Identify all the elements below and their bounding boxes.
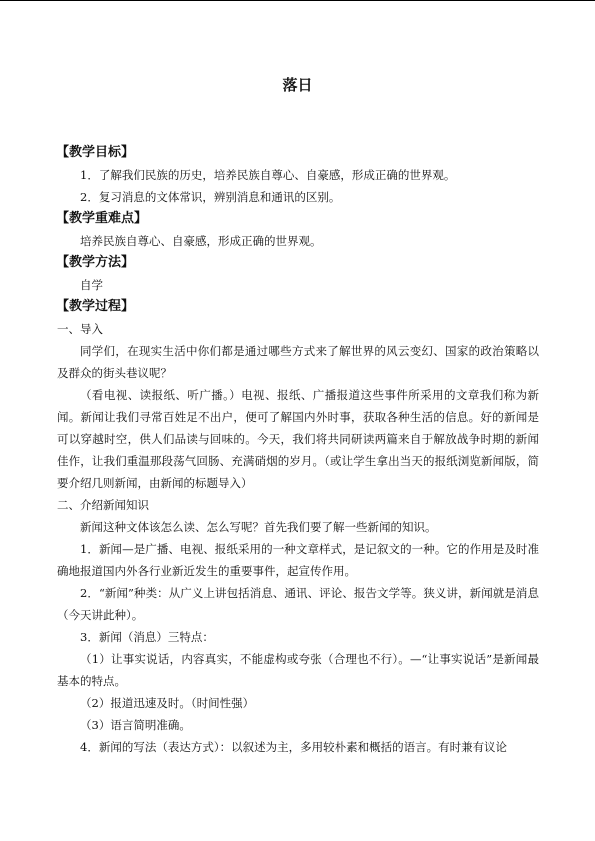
method-text: 自学 <box>80 278 103 292</box>
news-item: （1）让事实说话，内容真实，不能虚构或夸张（合理也不行）。—“让事实说话”是新闻最基本的特点。 <box>57 652 539 688</box>
news-intro-paragraph: 新闻这种文体该怎么读、怎么写呢？首先我们要了解一些新闻的知识。 <box>80 520 437 534</box>
news-item: 1．新闻—是广播、电视、报纸采用的一种文章样式，是记叙文的一种。它的作用是及时准确地报道国内外各行业新近发生的重要事件，起宣传作用。 <box>57 542 539 578</box>
intro-paragraph: 同学们，在现实生活中你们都是通过哪些方式来了解世界的风云变幻、国家的政治策略以及群众的街头巷议呢？ <box>57 344 539 380</box>
objective-item: 1．了解我们民族的历史，培养民族自尊心、自豪感，形成正确的世界观。 <box>80 168 456 182</box>
news-item: 4．新闻的写法（表达方式）：以叙述为主，多用较朴素和概括的语言。有时兼有议论 <box>80 740 508 754</box>
page-title: 落日 <box>282 76 313 94</box>
top-border-line <box>0 0 595 1</box>
news-item: 2．“新闻”种类：从广义上讲包括消息、通讯、评论、报告文学等。狭义讲，新闻就是消息（今天讲此种）。 <box>57 586 539 622</box>
keypoints-text: 培养民族自尊心、自豪感，形成正确的世界观。 <box>80 234 322 248</box>
section-title-intro: 一、导入 <box>57 322 103 336</box>
document-body <box>57 142 539 758</box>
heading-keypoints: 【教学重难点】 <box>56 211 148 226</box>
news-item: 3．新闻（消息）三特点： <box>80 630 214 644</box>
heading-objectives: 【教学目标】 <box>56 145 135 160</box>
heading-method: 【教学方法】 <box>56 255 135 270</box>
section-title-news-knowledge: 二、介绍新闻知识 <box>57 498 149 512</box>
heading-process: 【教学过程】 <box>56 299 135 314</box>
objective-item: 2．复习消息的文体常识，辨别消息和通讯的区别。 <box>80 190 341 204</box>
news-item: （2）报道迅速及时。（时间性强） <box>80 696 255 710</box>
news-item: （3）语言简明准确。 <box>80 718 191 732</box>
intro-paragraph: （看电视、读报纸、听广播。）电视、报纸、广播报道这些事件所采用的文章我们称为新闻。新闻让我们寻常百姓足不出户，便可了解国内外时事，获取各种生活的信息。好的新闻是可以穿越时空，供人们品读与回味的。今天，我们将共同研读两篇来自于解放战争时期的新闻佳作，让我们重温那段荡气回肠、充满硝烟的岁月。（或让学生拿出当天的报纸浏览新闻版，简要介绍几则新闻，由新闻的标题导入） <box>57 388 539 490</box>
